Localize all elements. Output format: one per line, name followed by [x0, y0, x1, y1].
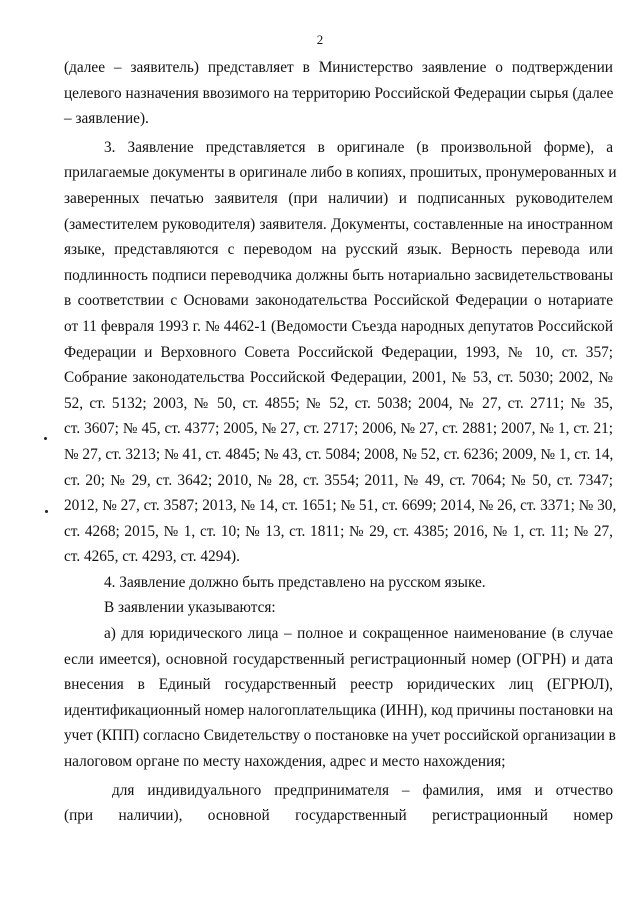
- document-body: [64, 55, 617, 829]
- text-line: от 11 февраля 1993 г. № 4462-1 (Ведомости Съезда народных депутатов Российской: [64, 317, 613, 335]
- paragraph-4-start: 4. Заявление должно быть представлено на русском языке.: [104, 573, 486, 591]
- text-line: (при наличии), основной государственный регистрационный номер: [64, 807, 613, 825]
- text-line: в соответствии с Основами законодательства Российской Федерации о нотариате: [64, 292, 613, 310]
- scan-speck: [45, 510, 48, 513]
- page-number: 2: [316, 32, 324, 47]
- text-line: подлинность подписи переводчика должны быть нотариально засвидетельствованы: [64, 266, 613, 284]
- text-line: ст. 3607; № 45, ст. 4377; 2005, № 27, ст. 2717; 2006, № 27, ст. 2881; 2007, № 1, ст. 21;: [64, 420, 613, 438]
- scan-speck: [44, 437, 47, 440]
- text-line: налоговом органе по месту нахождения, адрес и место нахождения;: [64, 753, 506, 771]
- list-intro: В заявлении указываются:: [104, 599, 276, 617]
- text-line: 52, ст. 5132; 2003, № 50, ст. 4855; № 52, ст. 5038; 2004, № 27, ст. 2711; № 35,: [64, 394, 613, 412]
- text-line: языке, представляются с переводом на русский язык. Верность перевода или: [64, 241, 613, 259]
- text-line: заверенных печатью заявителя (при наличии) и подписанных руководителем: [64, 189, 613, 207]
- text-line: Собрание законодательства Российской Федерации, 2001, № 53, ст. 5030; 2002, №: [64, 369, 613, 387]
- text-line: учет (КПП) согласно Свидетельству о постановке на учет российской организации в: [64, 727, 616, 745]
- text-line: внесения в Единый государственный реестр юридических лиц (ЕГРЮЛ),: [64, 676, 613, 694]
- text-line: ст. 20; № 29, ст. 3642; 2010, № 28, ст. 3554; 2011, № 49, ст. 7064; № 50, ст. 7347;: [64, 471, 613, 489]
- text-line: (заместителем руководителя) заявителя. Документы, составленные на иностранном: [64, 215, 613, 233]
- text-line: прилагаемые документы в оригинале либо в копиях, прошитых, пронумерованных и: [64, 164, 617, 182]
- text-line: (далее – заявитель) представляет в Министерство заявление о подтверждении: [64, 59, 613, 76]
- text-line: если имеется), основной государственный регистрационный номер (ОГРН) и дата: [64, 650, 613, 668]
- entrepreneur-start: для индивидуального предпринимателя – фамилия, имя и отчество: [112, 781, 613, 799]
- text-line: Федерации и Верховного Совета Российской Федерации, 1993, № 10, ст. 357;: [64, 343, 613, 361]
- paragraph-3-start: 3. Заявление представляется в оригинале (в произвольной форме), а: [104, 138, 613, 156]
- text-line: целевого назначения ввозимого на территорию Российской Федерации сырья (далее: [64, 84, 614, 102]
- text-line: – заявление).: [64, 110, 149, 128]
- text-line: ст. 4265, ст. 4293, ст. 4294).: [64, 548, 240, 566]
- text-line: № 27, ст. 3213; № 41, ст. 4845; № 43, ст. 5084; 2008, № 52, ст. 6236; 2009, № 1, ст. 14,: [64, 445, 614, 463]
- text-line: ст. 4268; 2015, № 1, ст. 10; № 13, ст. 1811; № 29, ст. 4385; 2016, № 1, ст. 11; № 27,: [64, 522, 613, 540]
- text-line: 2012, № 27, ст. 3587; 2013, № 14, ст. 1651; № 51, ст. 6699; 2014, № 26, ст. 3371; № 30,: [64, 497, 617, 515]
- item-a-start: а) для юридического лица – полное и сокращенное наименование (в случае: [104, 625, 613, 643]
- text-line: идентификационный номер налогоплательщика (ИНН), код причины постановки на: [64, 701, 613, 719]
